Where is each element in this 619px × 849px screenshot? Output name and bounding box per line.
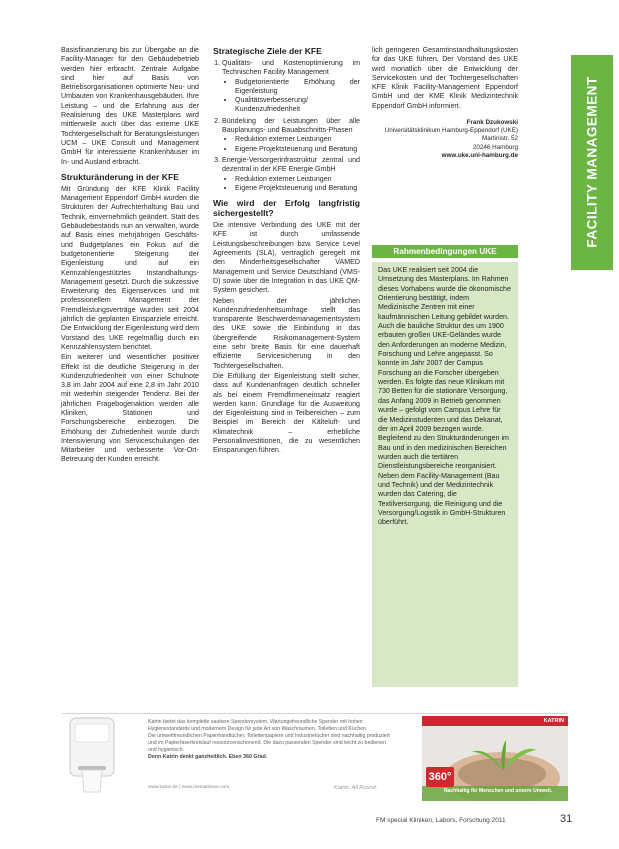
goals-list [213,59,360,193]
structure-paragraph-2: Ein weiterer und wesentlicher positiver Effekt ist die deutliche Steigerung in der Kundenzufriedenheit von einer Schulnote 3,8 im Jahr 2004 auf eine 2,8 im Jahr 2010 mit weiterhin steigender Tendenz. Bei der jährlichen Fragebogenaktion werden alle Kliniken, Stationen und Forschungsbereiche einbezogen. Die Erhöhung der Zufriedenheit wurde durch Intensivierung von Serviceschulungen der Mitarbeiter und verbesserte Vor-Ort-Betreuung der Kunden erreicht. [61,353,199,464]
author-street: Martinistr. 52 [481,135,518,143]
page-number: 31 [560,813,573,825]
goal-subitem: • Eigene Projektsteuerung und Beratung [235,145,360,154]
author-city: 20246 Hamburg [472,143,518,151]
success-paragraph-1: Die intensive Verbindung des UKE mit der KFE ist durch umfassende Leistungsbeschreibungen bzw. Service Level Agreements (SLA), vertraglich geregelt mit den Minderheitsgesellschafter VAMED Management und Service Deutschland (VMS-D) sowie über die Integration in das UKE QM-System gesichert. [213,221,360,295]
author-credit [372,119,518,160]
towel-dispenser-image [66,716,118,794]
article-column-3 [372,46,518,160]
ad-copy [148,719,392,762]
ad-url: www.katrin.de | www.metsatissue.com [148,785,230,790]
success-paragraph-2: Neben der jährlichen Kundenzufriedenheitsumfrage stellt das transparente Beschwerdemanagementsystem des UKE sowie die Einbindung in das übergreifende Risikomanagement-System eine sehr breite Basis für eine dauerhaft effiziente Servicesicherung in den Tochtergesellschaften. [213,296,360,370]
goal-subitem: • Reduktion externer Leistungen [235,135,360,144]
ad-copy-1: Katrin bietet das komplette saubere Spendersystem. Wartungsfreundliche Spender mit hohen Hygienestandards und modernem Design für jede Art von Waschräumen, Toiletten und Küchen. [148,719,368,733]
goal-item [222,59,360,115]
infobox-title: Rahmenbedingungen UKE [372,245,518,258]
page-footer: FM special Kliniken, Labors, Forschung 2011 [376,817,506,824]
ad-tagline: Denn Katrin denkt ganzheitlich. Eben 360 Grad. [148,754,268,761]
ad-photo [422,716,568,801]
ad-signature: Katrin. All Round. [334,785,378,791]
goal-subitem: • Eigene Projektsteuerung und Beratung [235,184,360,193]
ad-copy-2: Die umweltfreundlichen Papierhandtücher, Toilettenpapiere und Industrietücher sind nachhaltig produziert und im Papierfaserkreislauf ressourcenschonend. Die dazu passenden Spender sind leicht zu bedienen und hygienisch. [148,733,390,754]
goal-text: Qualitäts- und Kostenoptimierung im Technischen Facility Management [222,59,360,77]
success-paragraph-3: Die Erfüllung der Eigenleistung stellt sicher, dass auf Kundenanfragen deutlich schneller als bei einem Fremdfirmeneinsatz reagiert werden kann. Grundlage für die Ausweitung der Eigenleistung sind in Teilbereichen – zum Beispiel im Bereich der Kälteluft- und Klimatechnik – erhebliche Personalinvestitionen, die zu wesentlichen Einsparungen führen. [213,371,360,455]
goal-text: Bündelung der Leistungen über alle Bauplanungs- und Bauabschnitts-Phasen [222,116,360,135]
goal-item [222,117,360,154]
author-name: Frank Dzukowski [466,119,518,127]
section-heading-structure: Strukturänderung in der KFE [61,171,179,182]
intro-paragraph: Basisfinanzierung bis zur Übergabe an die Facility-Manager für den Gebäudebetrieb werden hier erbracht. Zentrale Aufgabe sind hier auf Basis von Betriebsorganisationen optimierte Neu- und Umbauten von Krankenhausgebäuden. Ihre Leistung – und die Erfahrung aus der Realisierung des UKE Masterplans wird mittlerweile auch über das externe UKE Tochtergesellschaft für Beratungsleistungen UCM – UKE Consult und Management GmbH für interessierte Krankenhäuser im In- und Ausland erbracht. [61,46,199,166]
ad-brand-logo: KATRIN [543,717,564,724]
ad-claim: Nachhaltig für Menschen und unsere Umwelt. [444,788,553,794]
goal-subitem: • Budgetorientierte Erhöhung der Eigenleistung [235,78,360,97]
article-column-2 [213,46,360,457]
goal-subitem: • Qualitätsverbesserung/ Kundenzufriedenheit [235,96,360,115]
author-company: Universitätsklinikum Hamburg-Eppendorf (UKE) [384,127,518,135]
section-heading-success: Wie wird der Erfolg langfristig sichergestellt? [213,198,360,219]
infobox-text: Das UKE realisiert seit 2004 die Umsetzung des Masterplans. Im Rahmen dieses Vorhabens wurde die ökonomische Orientierung bestätigt, indem Medizinische Zentren mit einer kaufmännischen Leitung gebildet wurden. Auch die bauliche Struktur des um 1900 erbauten großen UKE-Geländes wurde den Anforderungen an moderne Medizin, Forschung und Lehre angepasst. So konnte im Jahr 2007 der Campus Forschung an die Forscher übergeben werden. Es folgte das neue Klinikum mit 730 Betten für die stationäre Versorgung, das Anfang 2009 in Betrieb genommen wurde – gefolgt vom Campus Lehre für die Medizinstudenten und das Dekanat, der im April 2009 bezogen wurde. Begleitend zu den Strukturänderungen im Bau und in den medizinischen Bereichen wurden auch die tertiären Dienstleistungsbereiche reorganisiert. Neben dem Facility-Management (Bau und Technik) und der Medizintechnik wurden das Catering, die Textilversorgung, die Reinigung und die Versorgung/Logistik in GmbH-Strukturen überführt. [378,266,511,527]
article-column-1 [61,46,199,466]
closing-paragraph: lich geringeren Gesamtinstandhaltungskosten für das UKE führen. Der Vorstand des UKE wird monatlich über die Entwicklung der Servicekosten und der Tochtergesellschaften KFE Klinik Facility-Management Eppendorf GmbH und der KME Klinik Medizintechnik Eppendorf GmbH informiert. [372,46,518,110]
structure-paragraph-1: Mit Gründung der KFE Klinik Facility Management Eppendorf GmbH wurden die Strukturen der Aufrechterhaltung Bau und Technik, einvernehmlich geändert. Statt des Gebäudebestands nun an verwalten, wurde auf Basis eines mehrjährigen Geschäfts- und Budgetplanes ein Fokus auf die budgetorientierte Steigerung der Eigenleistung und auf ein Kennzahlengestütztes Instandhaltungs-Management gesetzt. Durch die sukzessive Erweiterung des Eigenservices und mit professionellem Management der Fremdleistungsverträge wurden seit 2004 jährlich die geplanten Einsparziele erreicht. Die Entwicklung der Eigenleistung wird dem Vorstand des UKE regelmäßig durch ein Kennzahlensystem berichtet. [61,184,200,351]
author-website: www.uke.uni-hamburg.de [441,151,518,159]
goal-item [222,156,360,193]
ad-360-badge: 360° [426,767,454,787]
section-heading-goals: Strategische Ziele der KFE [213,46,322,56]
goal-subitem: • Reduktion externer Leistungen [235,175,360,184]
goal-text: Energie-Versorgerinfrastruktur zentral und dezentral in der KFE Energie GmbH [222,155,360,174]
section-side-label: FACILITY MANAGEMENT [584,76,600,248]
